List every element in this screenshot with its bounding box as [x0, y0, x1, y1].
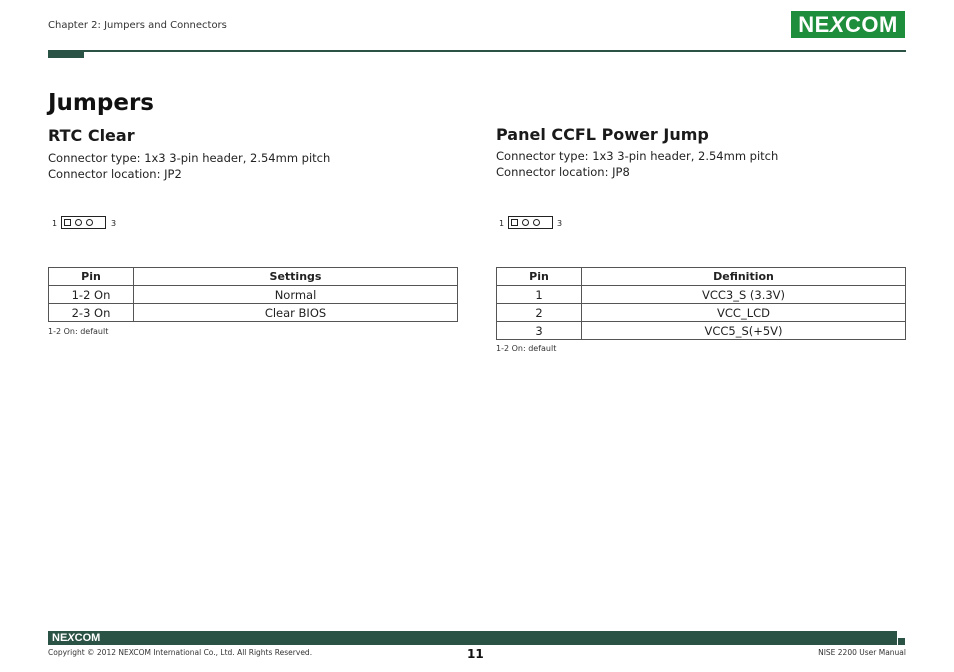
- rtc-pin-header: [61, 216, 106, 229]
- rtc-clear-title: RTC Clear: [48, 126, 135, 145]
- footer-squares-icon: [890, 631, 906, 645]
- logo-prefix: NE: [798, 12, 830, 37]
- col-pin-header: Pin: [49, 268, 134, 286]
- logo-x: X: [829, 12, 845, 37]
- table-header-row: [49, 268, 458, 286]
- table-cell: 3: [497, 322, 582, 340]
- header-rule: [48, 50, 906, 52]
- table-cell: Clear BIOS: [134, 304, 458, 322]
- footer-bar: [48, 631, 906, 645]
- table-cell: 2-3 On: [49, 304, 134, 322]
- ccfl-pin-header: [508, 216, 553, 229]
- footer-manual-name: NISE 2200 User Manual: [818, 648, 906, 657]
- square-top-left: [890, 631, 897, 638]
- rtc-pin-right-label: 3: [111, 219, 117, 228]
- table-row: [497, 322, 906, 340]
- header-rule-tab: [48, 50, 84, 58]
- ccfl-pin-left-label: 1: [499, 219, 505, 228]
- footer-copyright: Copyright © 2012 NEXCOM International Co., Ltd. All Rights Reserved.: [48, 648, 313, 657]
- table-row: [497, 304, 906, 322]
- pin-1-square: [64, 219, 71, 226]
- ccfl-title: Panel CCFL Power Jump: [496, 125, 709, 144]
- table-cell: VCC5_S(+5V): [582, 322, 906, 340]
- table-cell: 1: [497, 286, 582, 304]
- rtc-connector-location: Connector location: JP2: [48, 167, 182, 181]
- rtc-connector-type: Connector type: 1x3 3-pin header, 2.54mm pitch: [48, 151, 331, 165]
- footer-logo-x: X: [67, 632, 75, 644]
- rtc-pin-left-label: 1: [52, 219, 58, 228]
- table-row: [49, 304, 458, 322]
- pin-3-circle: [86, 219, 93, 226]
- square-bottom-left: [890, 638, 897, 645]
- table-row: [497, 286, 906, 304]
- table-cell: Normal: [134, 286, 458, 304]
- ccfl-definition-table: [496, 267, 906, 340]
- footer-logo: [52, 631, 100, 645]
- logo-suffix: COM: [844, 12, 898, 37]
- footer-logo-prefix: NE: [52, 632, 68, 644]
- table-cell: 1-2 On: [49, 286, 134, 304]
- page-title: Jumpers: [48, 90, 154, 116]
- chapter-title: Chapter 2: Jumpers and Connectors: [48, 20, 227, 31]
- col-definition-header: Definition: [582, 268, 906, 286]
- table-cell: 2: [497, 304, 582, 322]
- pin-3-circle: [533, 219, 540, 226]
- ccfl-pin-right-label: 3: [557, 219, 563, 228]
- pin-2-circle: [522, 219, 529, 226]
- table-row: [49, 286, 458, 304]
- rtc-settings-table: [48, 267, 458, 322]
- nexcom-logo: [791, 11, 905, 38]
- page-number: 11: [467, 647, 484, 661]
- ccfl-connector-location: Connector location: JP8: [496, 165, 630, 179]
- table-header-row: [497, 268, 906, 286]
- pin-1-square: [511, 219, 518, 226]
- table-cell: VCC_LCD: [582, 304, 906, 322]
- col-settings-header: Settings: [134, 268, 458, 286]
- ccfl-default-note: 1-2 On: default: [496, 344, 557, 353]
- col-pin-header: Pin: [497, 268, 582, 286]
- pin-2-circle: [75, 219, 82, 226]
- square-bottom-right: [898, 638, 905, 645]
- table-cell: VCC3_S (3.3V): [582, 286, 906, 304]
- footer-logo-suffix: COM: [74, 632, 101, 644]
- ccfl-connector-type: Connector type: 1x3 3-pin header, 2.54mm pitch: [496, 149, 779, 163]
- rtc-default-note: 1-2 On: default: [48, 327, 109, 336]
